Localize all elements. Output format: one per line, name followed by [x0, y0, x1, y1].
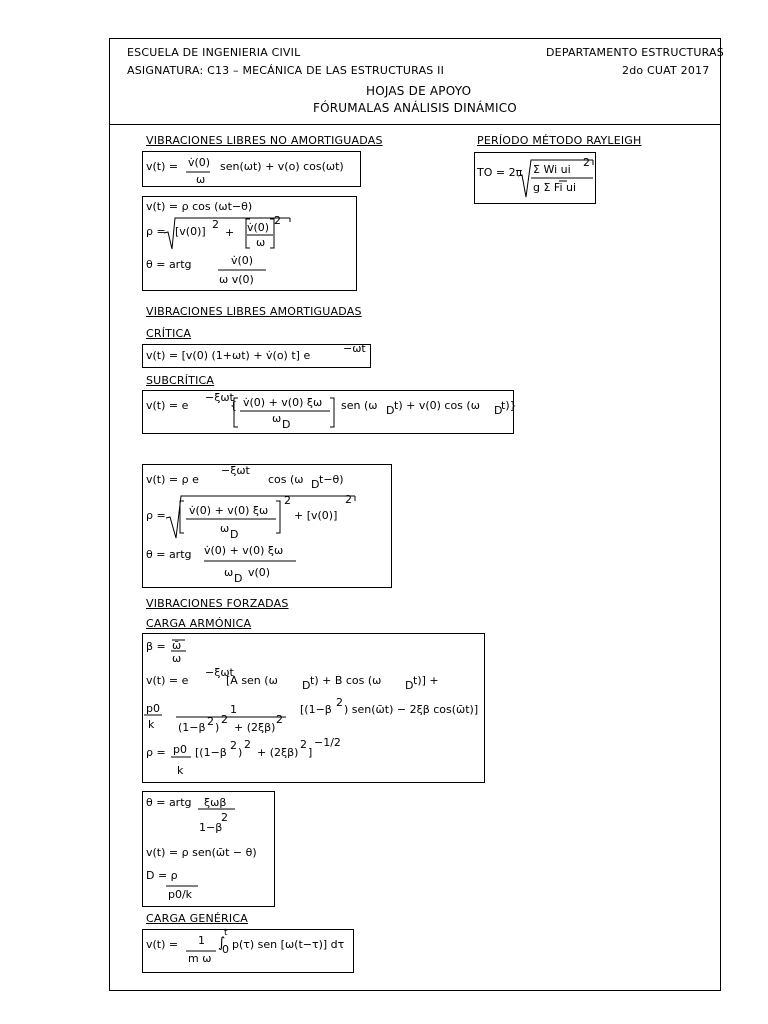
formula-text: v(t) = ρ e [146, 473, 199, 486]
formula-subscript: D [311, 478, 320, 491]
formula-numerator: v̇(0) + v(0) ξω [243, 396, 323, 409]
formula-denominator: v(0) [248, 566, 271, 579]
formula-text: t)} [501, 399, 517, 412]
heading-rayleigh: PERÍODO MÉTODO RAYLEIGH [477, 134, 642, 147]
formula-denominator: ω [172, 652, 182, 665]
formula-exponent: 2 [583, 156, 590, 169]
formula-exponent: 2 [244, 738, 251, 751]
formula-exponent: 2 [221, 713, 228, 726]
formula-numerator: p0 [173, 743, 187, 756]
formula-exponent: 2 [276, 713, 283, 726]
formula-exponent: 2 [336, 696, 343, 709]
formula-text: t) + v(0) cos (ω [394, 399, 480, 412]
formula-denominator: ω [256, 236, 266, 249]
formula-text: ) [238, 746, 243, 759]
formula-denominator: m ω [188, 952, 212, 965]
formula-subscript: D [405, 679, 414, 692]
formula-text: [A sen (ω [226, 674, 278, 687]
formula-subscript: D [386, 404, 395, 417]
formula-exponent: 2 [274, 214, 281, 227]
formula-box-subcritical [142, 390, 514, 434]
formula-text: β = [146, 640, 166, 653]
formula-text: + [225, 226, 235, 239]
formula-subscript: D [494, 404, 503, 417]
formula-subscript: D [234, 572, 243, 585]
formula-subscript: D [230, 528, 239, 541]
formula-numerator: 1 [198, 934, 205, 947]
formula-text: θ = artg [146, 548, 192, 561]
formula-exponent: 2 [230, 739, 237, 752]
formula-exponent: −1/2 [314, 736, 341, 749]
formula-text: t−θ) [319, 473, 344, 486]
school-name: ESCUELA DE INGENIERIA CIVIL [127, 46, 301, 59]
formula-text: + [v(0)] [294, 509, 338, 522]
formula-text: sen (ω [341, 399, 378, 412]
formula-denominator: 1−β [199, 821, 223, 834]
formula-numerator: ω̄ [172, 639, 182, 652]
formula-text: p(τ) sen [ω(t−τ)] dτ [232, 938, 345, 951]
integral-upper-limit: t [224, 928, 228, 938]
formula-text: ρ = [146, 509, 166, 522]
formula-numerator: ξωβ [204, 796, 227, 809]
formula-text: TO = 2π [477, 166, 523, 179]
formula-text: [(1−β [195, 746, 227, 759]
formula-text: ) sen(ω̄t) − 2ξβ cos(ω̄t)] [344, 703, 479, 716]
formula-denominator: + (2ξβ) [234, 721, 276, 734]
formula-denominator: p0/k [168, 888, 193, 901]
formula-text: [(1−β [300, 703, 332, 716]
formula-numerator: v̇(0) [247, 221, 270, 234]
formula-denominator: g Σ Fi ui [533, 181, 577, 194]
formula-text: v(t) = [146, 160, 179, 173]
formula-denominator: ω [272, 412, 282, 425]
formula-numerator: v̇(0) [188, 156, 211, 169]
formula-text: v(t) = ρ cos (ωt−θ) [146, 200, 253, 213]
formula-exponent: −ωt [343, 342, 366, 355]
heading-generic: CARGA GENÉRICA [146, 912, 248, 925]
page-title: HOJAS DE APOYO [366, 84, 472, 98]
formula-text: + (2ξβ) [257, 746, 299, 759]
heading-undamped: VIBRACIONES LIBRES NO AMORTIGUADAS [146, 134, 383, 147]
formula-exponent: 2 [221, 811, 228, 824]
formula-text: θ = artg [146, 796, 192, 809]
formula-numerator: p0 [146, 702, 160, 715]
formula-numerator: v̇(0) + v(0) ξω [189, 504, 269, 517]
formula-box-generic [142, 929, 354, 973]
formula-text: v(t) = ρ sen(ω̄t − θ) [146, 846, 257, 859]
formula-text: D = ρ [146, 869, 178, 882]
formula-exponent: 2 [212, 218, 219, 231]
formula-denominator: ω [224, 566, 234, 579]
formula-text: ρ = [146, 225, 166, 238]
formula-denominator: ω [220, 522, 230, 535]
department-name: DEPARTAMENTO ESTRUCTURAS [546, 46, 724, 59]
formula-exponent: 2 [207, 715, 214, 728]
formula-denominator: (1−β [178, 721, 206, 734]
header-divider [110, 124, 720, 125]
formula-numerator: Σ Wi ui [533, 163, 571, 176]
formula-exponent: −ξωt [205, 666, 234, 679]
formula-numerator: v̇(0) [231, 254, 254, 267]
integral-sign: ∫ [218, 935, 226, 951]
formula-exponent: −ξωt [205, 391, 234, 404]
formula-text: cos (ω [268, 473, 304, 486]
formula-text: v(t) = [v(0) (1+ωt) + v̇(o) t] e [146, 349, 311, 362]
formula-denominator: ω [196, 173, 206, 186]
formula-denominator: k [148, 718, 155, 731]
formula-denominator: k [177, 764, 184, 777]
heading-critical: CRÍTICA [146, 327, 192, 340]
heading-damped: VIBRACIONES LIBRES AMORTIGUADAS [146, 305, 362, 318]
formula-text: t) + B cos (ω [310, 674, 382, 687]
formula-exponent: −ξωt [221, 464, 250, 477]
integral-lower-limit: 0 [222, 943, 229, 956]
term: 2do CUAT 2017 [622, 64, 710, 77]
formula-exponent: 2 [284, 494, 291, 507]
formula-denominator: ) [215, 721, 220, 734]
heading-forced: VIBRACIONES FORZADAS [146, 597, 289, 610]
formula-exponent: 2 [300, 738, 307, 751]
formula-text: v(t) = e [146, 399, 189, 412]
formula-subscript: D [302, 679, 311, 692]
formula-text: v(t) = [146, 938, 179, 951]
formula-text: sen(ωt) + v(o) cos(ωt) [220, 160, 344, 173]
formula-text: t)] + [413, 674, 439, 687]
page-subtitle: FÓRUMALAS ANÁLISIS DINÁMICO [313, 101, 517, 115]
formula-text: θ = artg [146, 258, 192, 271]
formula-subscript: D [282, 418, 291, 431]
formula-text: ρ = [146, 746, 166, 759]
formula-numerator: v̇(0) + v(0) ξω [204, 544, 284, 557]
heading-subcritical: SUBCRÍTICA [146, 374, 215, 387]
formula-exponent: 2 [345, 493, 352, 506]
formula-numerator: 1 [230, 703, 237, 716]
formula-text: v(t) = e [146, 674, 189, 687]
heading-harmonic: CARGA ARMÓNICA [146, 617, 252, 630]
formula-text: { [230, 399, 237, 412]
subject-name: ASIGNATURA: C13 – MECÁNICA DE LAS ESTRUCTURAS II [127, 64, 445, 77]
formula-text: ] [308, 746, 313, 759]
formula-text: [v(0)] [175, 225, 206, 238]
formula-denominator: ω v(0) [219, 273, 254, 286]
